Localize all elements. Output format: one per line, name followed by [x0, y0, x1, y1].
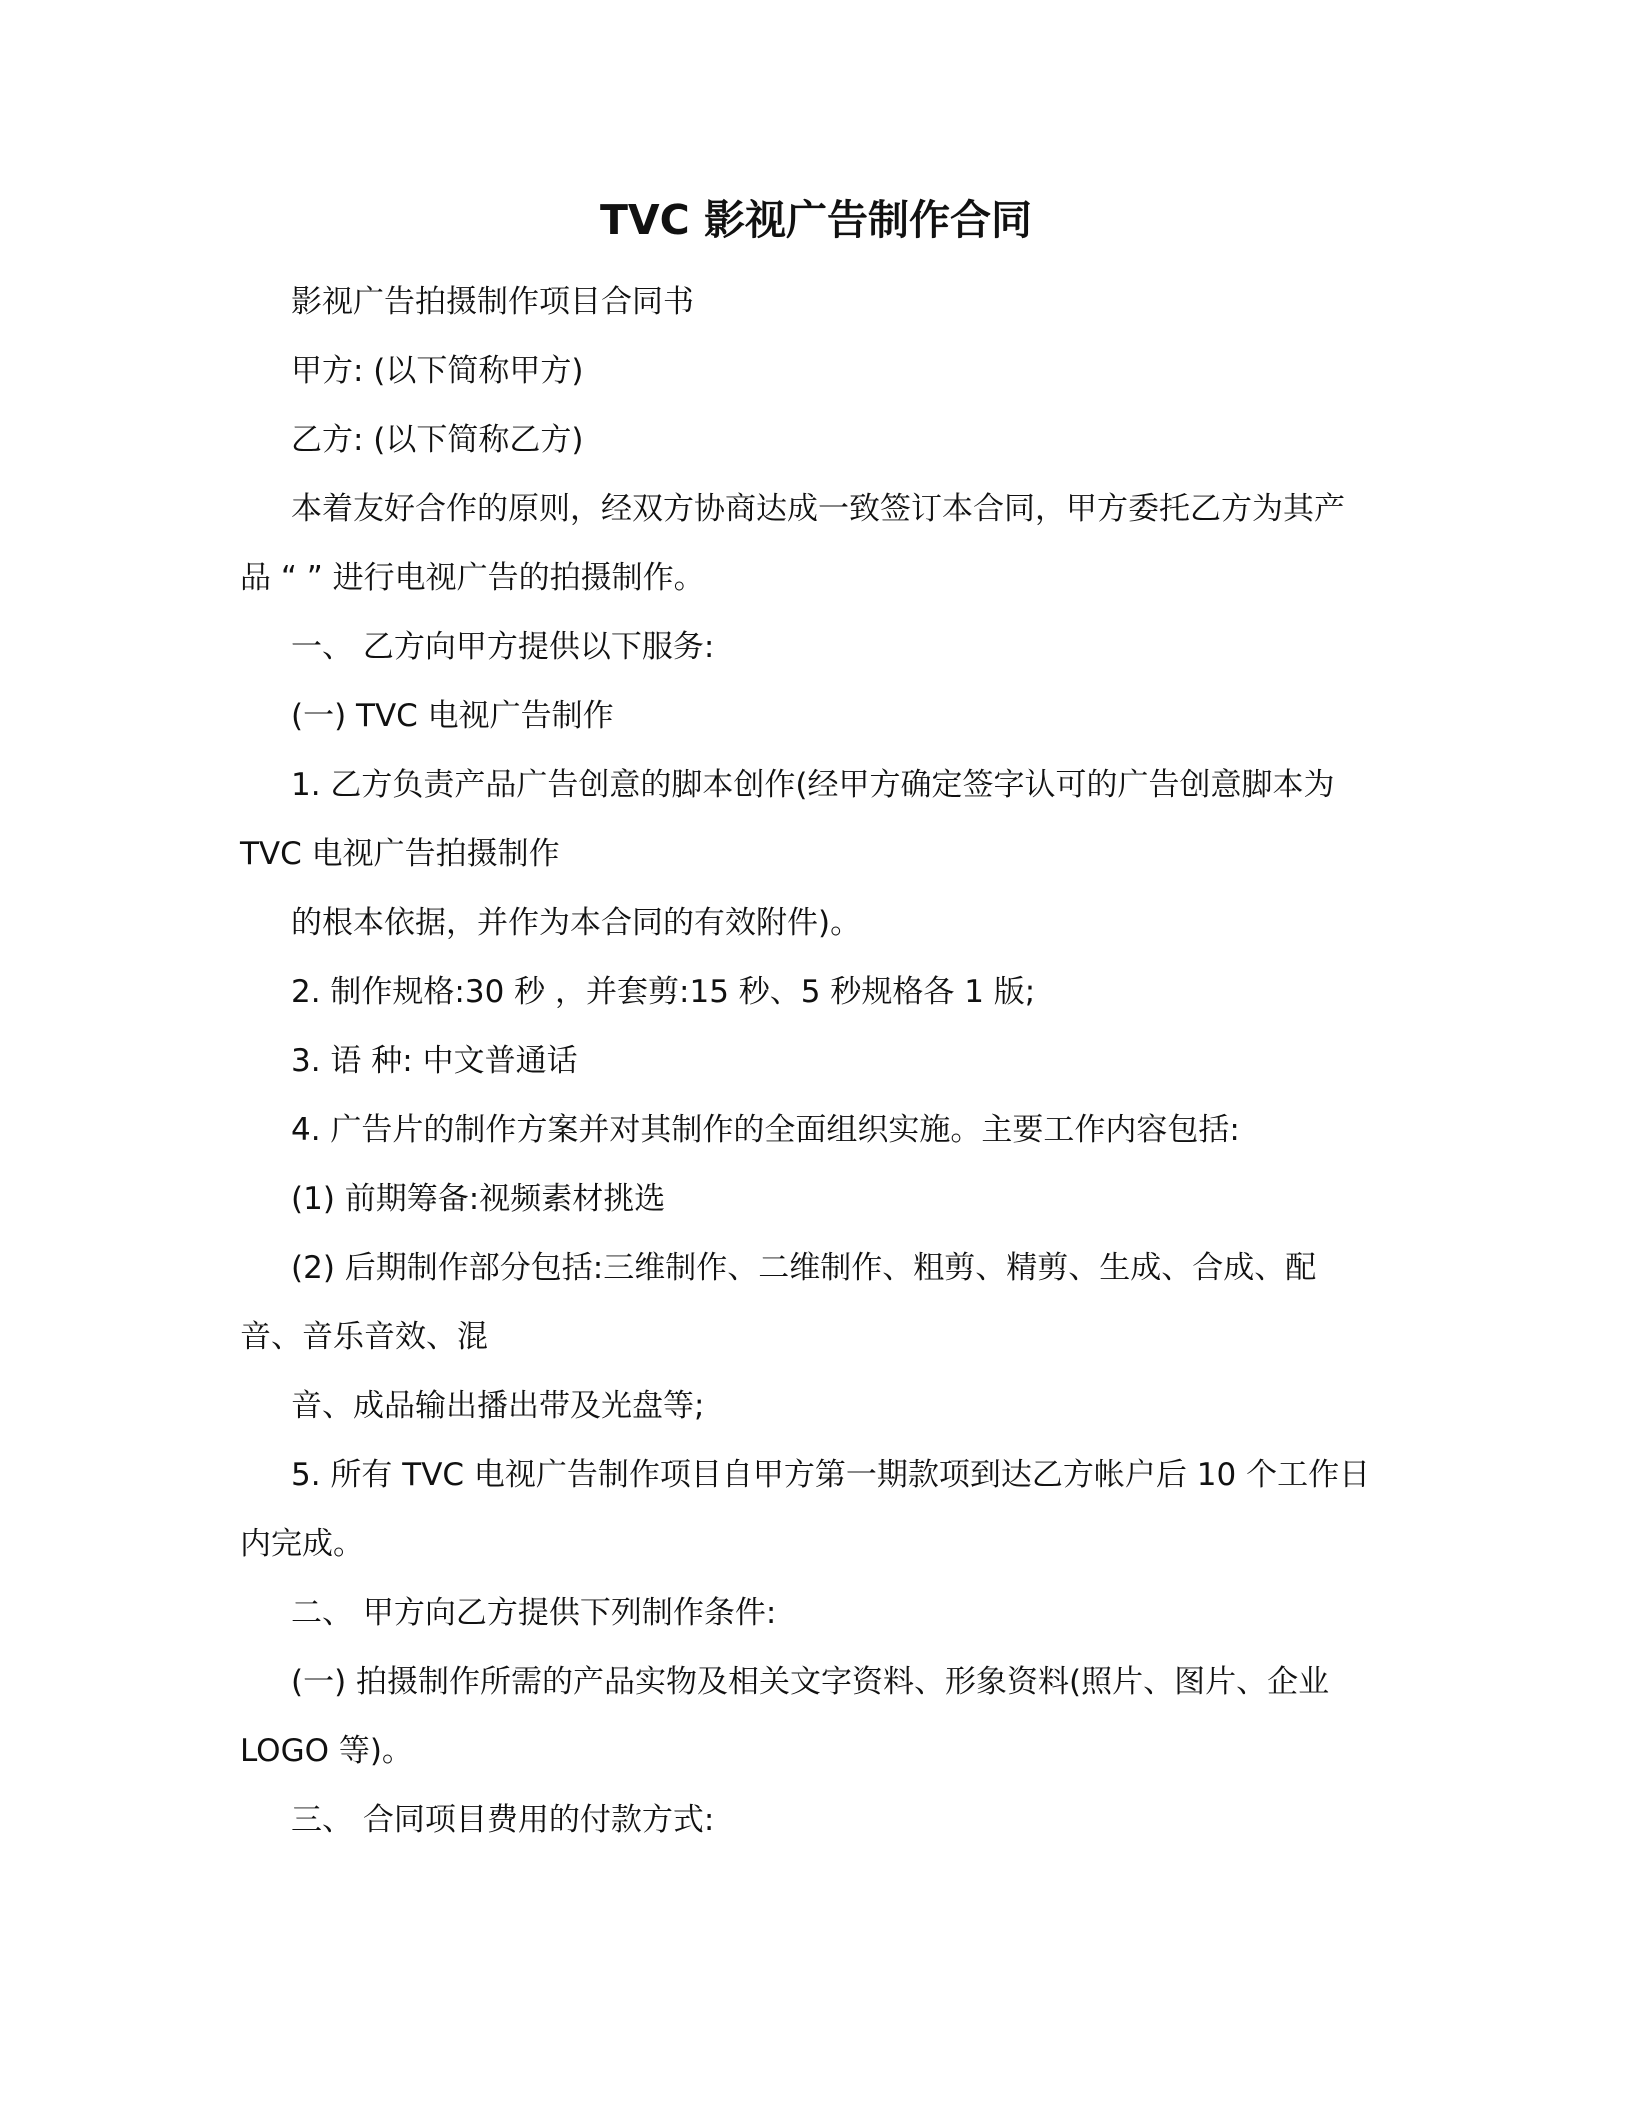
section-2-item-1-line-1: (一) 拍摄制作所需的产品实物及相关文字资料、形象资料(照片、图片、企业	[291, 1664, 1330, 1700]
item-1-line-2: TVC 电视广告拍摄制作	[240, 836, 560, 872]
subsection-tvc-heading: (一) TVC 电视广告制作	[291, 698, 614, 734]
item-5-line-2: 内完成。	[240, 1526, 364, 1562]
contract-subtitle: 影视广告拍摄制作项目合同书	[291, 284, 694, 320]
item-2-line: 2. 制作规格:30 秒 ，并套剪:15 秒、5 秒规格各 1 版;	[291, 974, 1036, 1010]
item-5-line-1: 5. 所有 TVC 电视广告制作项目自甲方第一期款项到达乙方帐户后 10 个工作日	[291, 1457, 1371, 1493]
section-1-heading: 一、 乙方向甲方提供以下服务:	[291, 629, 715, 665]
item-1-line-1: 1. 乙方负责产品广告创意的脚本创作(经甲方确定签字认可的广告创意脚本为	[291, 767, 1335, 803]
item-4-sub-2-line-2: 音、音乐音效、混	[240, 1319, 488, 1355]
item-1-line-3: 的根本依据，并作为本合同的有效附件)。	[291, 905, 862, 941]
item-4-line: 4. 广告片的制作方案并对其制作的全面组织实施。主要工作内容包括:	[291, 1112, 1240, 1148]
section-2-heading: 二、 甲方向乙方提供下列制作条件:	[291, 1595, 777, 1631]
section-3-heading: 三、 合同项目费用的付款方式:	[291, 1802, 715, 1838]
preamble-line-2: 品 “ ” 进行电视广告的拍摄制作。	[240, 560, 705, 596]
document-title: TVC 影视广告制作合同	[599, 196, 1033, 244]
item-3-line: 3. 语 种: 中文普通话	[291, 1043, 578, 1079]
item-4-sub-2-line-1: (2) 后期制作部分包括:三维制作、二维制作、粗剪、精剪、生成、合成、配	[291, 1250, 1317, 1286]
section-2-item-1-line-2: LOGO 等)。	[240, 1733, 413, 1769]
party-a-line: 甲方: (以下简称甲方)	[291, 353, 584, 389]
item-4-sub-1-line: (1) 前期筹备:视频素材挑选	[291, 1181, 666, 1217]
party-b-line: 乙方: (以下简称乙方)	[291, 422, 584, 458]
item-4-sub-2-line-3: 音、成品输出播出带及光盘等;	[291, 1388, 705, 1424]
preamble-line-1: 本着友好合作的原则，经双方协商达成一致签订本合同，甲方委托乙方为其产	[291, 491, 1345, 527]
